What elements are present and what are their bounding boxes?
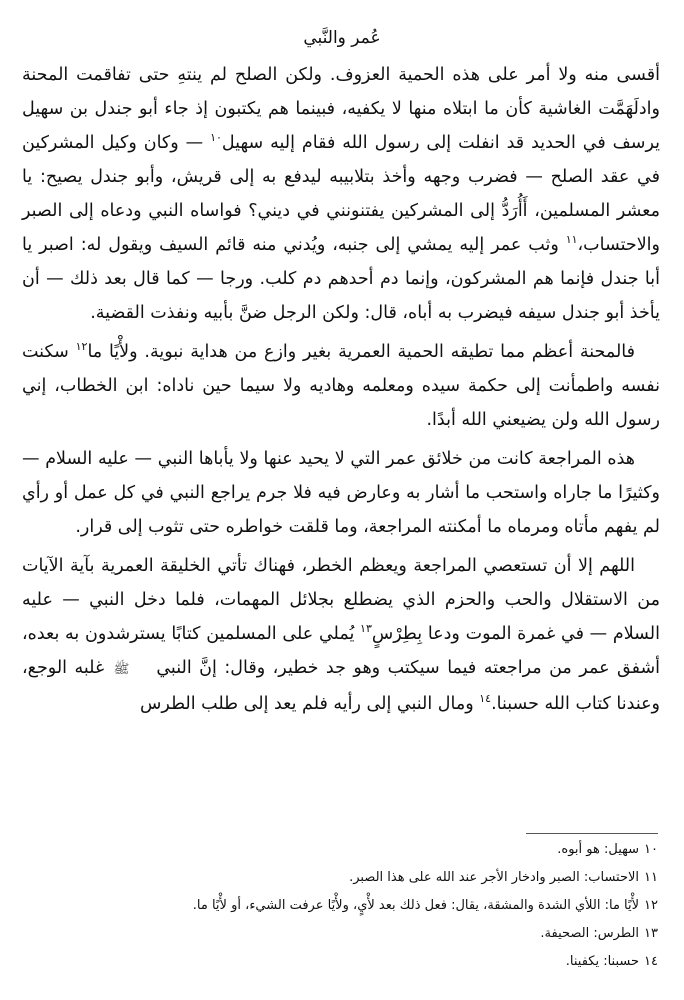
footnote-10	[38, 840, 658, 860]
footnote-ref-13[interactable]: ١٣	[360, 622, 372, 636]
footnote-ref-14[interactable]: ١٤	[479, 692, 492, 706]
footnote-number: ١٤	[644, 954, 658, 969]
footnote-14	[38, 952, 658, 972]
running-header: عُمر والنَّبي	[303, 28, 381, 48]
footnotes	[38, 840, 658, 980]
paragraph-1-text-c: وثب عمر إليه يمشي إلى جنبه، ويُدني منه قائم السيف ويقول له: اصبر يا أبا جندل فإنما هم المشركون، وإنما دم أحدهم دم كلب. ورجا — كما قال بعد ذلك — أن يأخذ أبو جندل سيفه فيضرب به أباه، قال: ولكن الرجل ضنَّ بأبيه ونفذت القضية.	[22, 235, 660, 323]
footnote-text: سهيل: هو أبوه.	[557, 842, 640, 857]
paragraph-1-text-b: — وكان وكيل المشركين في عقد الصلح — فضرب وجهه وأخذ بتلابيبه ليدفع به إلى قريش، وأبو جندل يصيح: يا معشر المسلمين، أَأُرَدُّ إلى المشركين يفتنونني في ديني؟ فواساه النبي ودعاه إلى الصبر والاحتساب،	[22, 133, 660, 255]
paragraph-4-text-c: غلبه الوجع، وعندنا كتاب الله حسبنا.	[22, 658, 660, 714]
footnote-ref-10[interactable]: ١٠	[210, 131, 222, 145]
footnote-text: لأْيًا ما: اللأي الشدة والمشقة، يقال: فعل ذلك بعد لأْيٍ، ولأْيًا عرفت الشيء، أو لأْيًا ما.	[192, 898, 640, 913]
main-text	[22, 58, 660, 726]
paragraph-4-text-d: ومال النبي إلى رأيه فلم يعد إلى طلب الطرس	[140, 694, 480, 714]
sallallahu-alayhi-wasallam-icon: ﷺ	[113, 662, 130, 677]
footnote-text: الاحتساب: الصبر وادخار الأجر عند الله على هذا الصبر.	[349, 870, 640, 885]
footnote-13	[38, 924, 658, 944]
footnote-number: ١٢	[644, 898, 658, 913]
paragraph-4	[22, 549, 660, 721]
footnote-number: ١١	[644, 870, 658, 885]
footnote-text: الطرس: الصحيفة.	[540, 926, 640, 941]
paragraph-3-text: هذه المراجعة كانت من خلائق عمر التي لا يحيد عنها ولا يأباها النبي — عليه السلام — وكثيرًا ما جاراه واستحب ما أشار به وعارض فيه فلا جرم يراجع النبي في كل عمل أو رأي لم يفهم مأتاه ومرماه ما أمكنته المراجعة، وما قلقت خواطره حتى تثوب إلى قرار.	[22, 449, 660, 537]
paragraph-2-text-a: فالمحنة أعظم مما تطيقه الحمية العمرية بغير وازع من هداية نبوية. ولأْيًا ما	[87, 342, 635, 362]
footnote-12	[38, 896, 658, 916]
footnote-divider	[526, 833, 658, 834]
footnote-ref-11[interactable]: ١١	[565, 233, 578, 247]
paragraph-1-text-a: أقسى منه ولا أمر على هذه الحمية العزوف. ولكن الصلح لم ينتهِ حتى تفاقمت المحنة وادلَهَمَّت الغاشية كأن ما ابتلاه منها لا يكفيه، فبينما هم يكتبون إذ جاء أبو جندل بن سهيل يرسف في الحديد قد انفلت إلى رسول الله فقام إليه سهيل	[22, 65, 660, 153]
paragraph-2	[22, 335, 660, 437]
paragraph-4-text-a: اللهم إلا أن تستعصي المراجعة ويعظم الخطر، فهناك تأتي الخليقة العمرية بآية الآيات من الاستقلال والحب والحزم الذي يضطلع بجلائل المهمات، فلما دخل النبي — عليه السلام — في غمرة الموت ودعا بِطِرْسٍ	[22, 556, 660, 644]
paragraph-2-text-b: سكنت نفسه واطمأنت إلى حكمة سيده ومعلمه وهاديه ولا سيما حين ناداه: ابن الخطاب، إني رسول الله ولن يضيعني الله أبدًا.	[22, 342, 660, 430]
footnote-number: ١٣	[644, 926, 658, 941]
footnote-text: حسبنا: يكفينا.	[565, 954, 640, 969]
footnote-11	[38, 868, 658, 888]
footnote-ref-12[interactable]: ١٢	[75, 340, 88, 354]
paragraph-3	[22, 442, 660, 544]
paragraph-1	[22, 58, 660, 330]
paragraph-4-text-b: يُملي على المسلمين كتابًا يسترشدون به بعده، أشفق عمر من مراجعته فيما سيكتب وهو جد خطير، وقال: إنَّ النبي	[22, 624, 660, 678]
footnote-number: ١٠	[644, 842, 658, 857]
